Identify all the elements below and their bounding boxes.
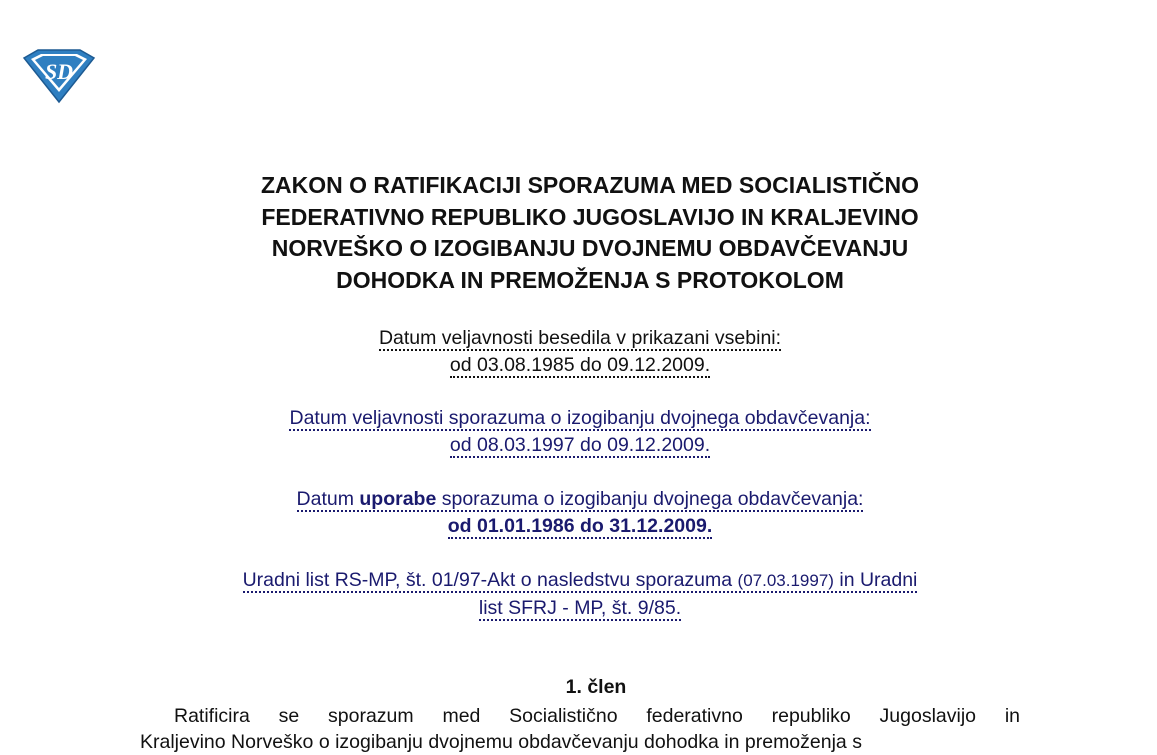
title-line-4: DOHODKA IN PREMOŽENJA S PROTOKOLOM	[336, 266, 844, 293]
agreement-validity-block	[140, 405, 1020, 458]
agreement-application-link[interactable]	[297, 488, 864, 512]
logo-text: SD	[44, 59, 74, 84]
gazette-text-2: in Uradni	[833, 569, 918, 591]
title-line-2: FEDERATIVNO REPUBLIKO JUGOSLAVIJO IN KRALJEVINO	[261, 203, 919, 230]
agreement-validity-range[interactable]: od 08.03.1997 do 09.12.2009.	[449, 433, 711, 456]
gazette-block	[140, 567, 1020, 621]
application-label-bold: uporabe	[359, 488, 437, 510]
agreement-application-block	[140, 486, 1020, 539]
article-line-1: Ratificira se sporazum med Socialistično federativno republiko Jugoslavijo in	[174, 705, 1020, 727]
gazette-link-line-2[interactable]: list SFRJ - MP, št. 9/85.	[478, 596, 682, 619]
text-validity-range[interactable]: od 03.08.1985 do 09.12.2009.	[449, 353, 711, 376]
agreement-validity-link[interactable]: Datum veljavnosti sporazuma o izogibanju dvojnega obdavčevanja:	[289, 407, 871, 429]
gazette-date: (07.03.1997)	[737, 571, 834, 590]
agreement-application-range[interactable]: od 01.01.1986 do 31.12.2009.	[447, 514, 713, 537]
title-line-1: ZAKON O RATIFIKACIJI SPORAZUMA MED SOCIALISTIČNO	[260, 172, 920, 198]
application-label-suffix: sporazuma o izogibanju dvojnega obdavčevanja:	[436, 488, 864, 510]
document-title	[160, 170, 1020, 296]
text-validity-link[interactable]: Datum veljavnosti besedila v prikazani vsebini:	[378, 327, 782, 349]
application-label-prefix: Datum	[296, 488, 360, 510]
text-validity-block	[140, 325, 1020, 378]
article-line-2: Kraljevino Norveško o izogibanju dvojnemu obdavčevanju dohodka in premoženja s	[140, 731, 862, 753]
gazette-link[interactable]	[243, 569, 918, 593]
article-paragraph	[140, 703, 1020, 755]
logo-icon	[22, 48, 96, 104]
title-line-3: NORVEŠKO O IZOGIBANJU DVOJNEMU OBDAVČEVANJU	[271, 235, 909, 261]
article-heading: 1. člen	[565, 676, 627, 698]
gazette-text-1: Uradni list RS-MP, št. 01/97-Akt o nasledstvu sporazuma	[242, 569, 738, 591]
